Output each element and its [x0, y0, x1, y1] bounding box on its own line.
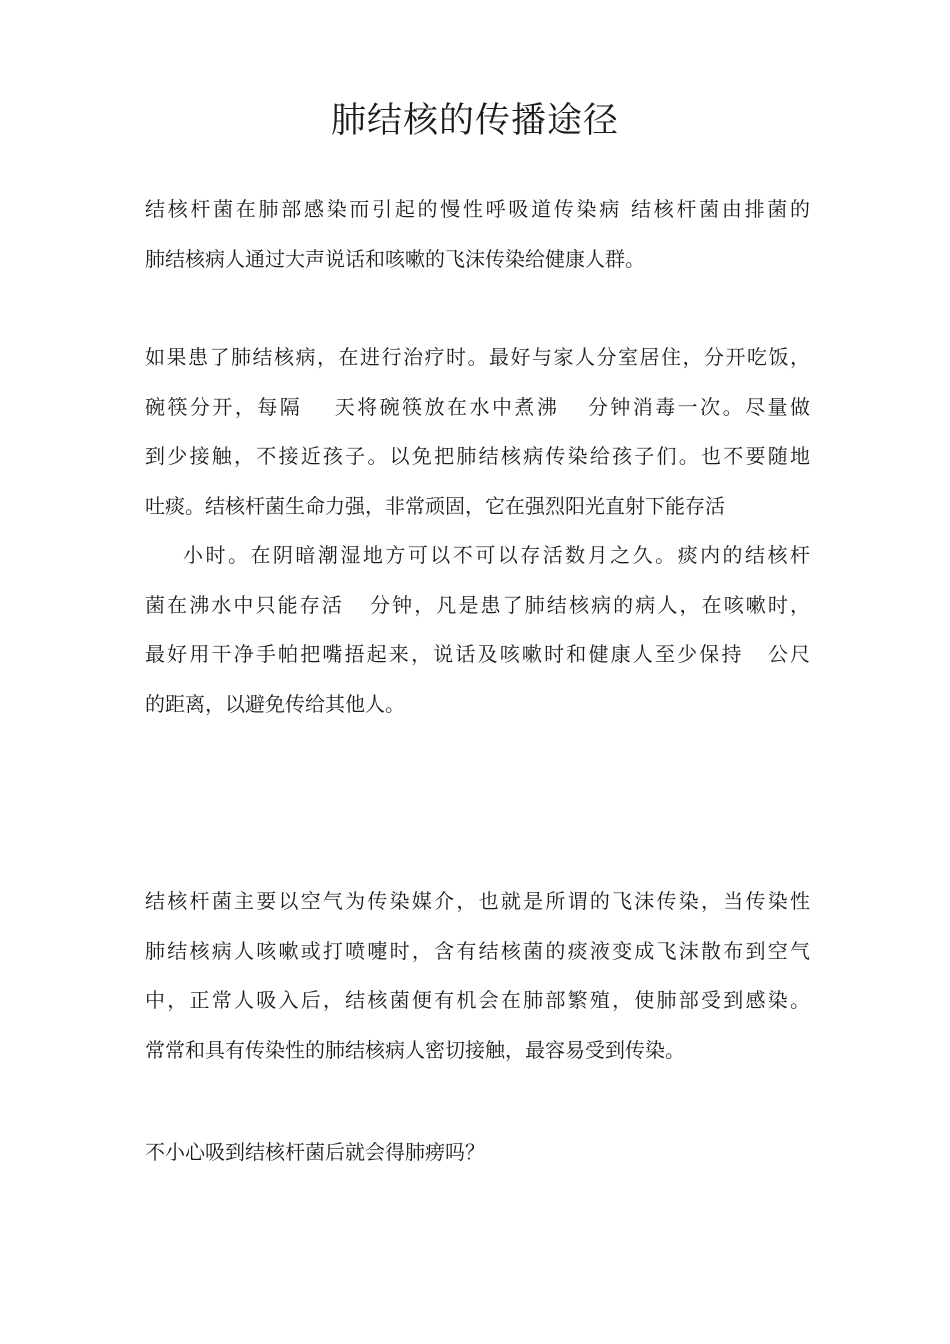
text-line: 的距离，以避免传给其他人。: [145, 691, 405, 716]
text-line: 不小心吸到结核杆菌后就会得肺痨吗？: [145, 1140, 485, 1164]
paragraph-transmission-intro: [145, 185, 810, 284]
text-fragment: 分钟消毒一次。尽量做: [585, 394, 811, 419]
text-line: 结核杆菌主要以空气为传染媒介，也就是所谓的飞沫传染，当传染性: [145, 889, 810, 913]
text-fragment: 天将碗筷放在水中煮沸: [332, 394, 560, 419]
text-line: 肺结核病人咳嗽或打喷嚏时，含有结核菌的痰液变成飞沫散布到空气: [145, 938, 810, 963]
text-line: 到少接触，不接近孩子。以免把肺结核病传染给孩子们。也不要随地: [145, 444, 810, 468]
text-line: [145, 581, 810, 631]
text-line: 吐痰。结核杆菌生命力强，非常顽固，它在强烈阳光直射下能存活: [145, 493, 725, 518]
text-fragment: 菌在沸水中只能存活: [145, 592, 344, 617]
text-fragment: 碗筷分开，每隔: [145, 394, 303, 419]
text-line: [145, 383, 810, 433]
text-line: 结核杆菌在肺部感染而引起的慢性呼吸道传染病 结核杆菌由排菌的: [145, 197, 810, 221]
paragraph-question: [145, 1128, 810, 1178]
text-line: 常常和具有传染性的肺结核病人密切接触，最容易受到传染。: [145, 1037, 685, 1062]
document-title: 肺结核的传播途径: [330, 101, 619, 141]
text-fragment: 公尺: [765, 642, 811, 666]
text-line: 中，正常人吸入后，结核菌便有机会在肺部繁殖，使肺部受到感染。: [145, 988, 810, 1012]
text-line: [145, 630, 810, 680]
text-line: 如果患了肺结核病，在进行治疗时。最好与家人分室居住，分开吃饭，: [145, 345, 810, 369]
text-fragment: 最好用干净手帕把嘴捂起来，说话及咳嗽时和健康人至少保持: [145, 642, 744, 666]
text-fragment: 分钟，凡是患了肺结核病的病人，在咳嗽时，: [367, 592, 811, 617]
text-line: 肺结核病人通过大声说话和咳嗽的飞沫传染给健康人群。: [145, 246, 645, 271]
paragraph-treatment-precautions: [145, 333, 810, 729]
text-line: 小时。在阴暗潮湿地方可以不可以存活数月之久。痰内的结核杆: [183, 543, 810, 567]
paragraph-airborne-transmission: [145, 877, 810, 1075]
